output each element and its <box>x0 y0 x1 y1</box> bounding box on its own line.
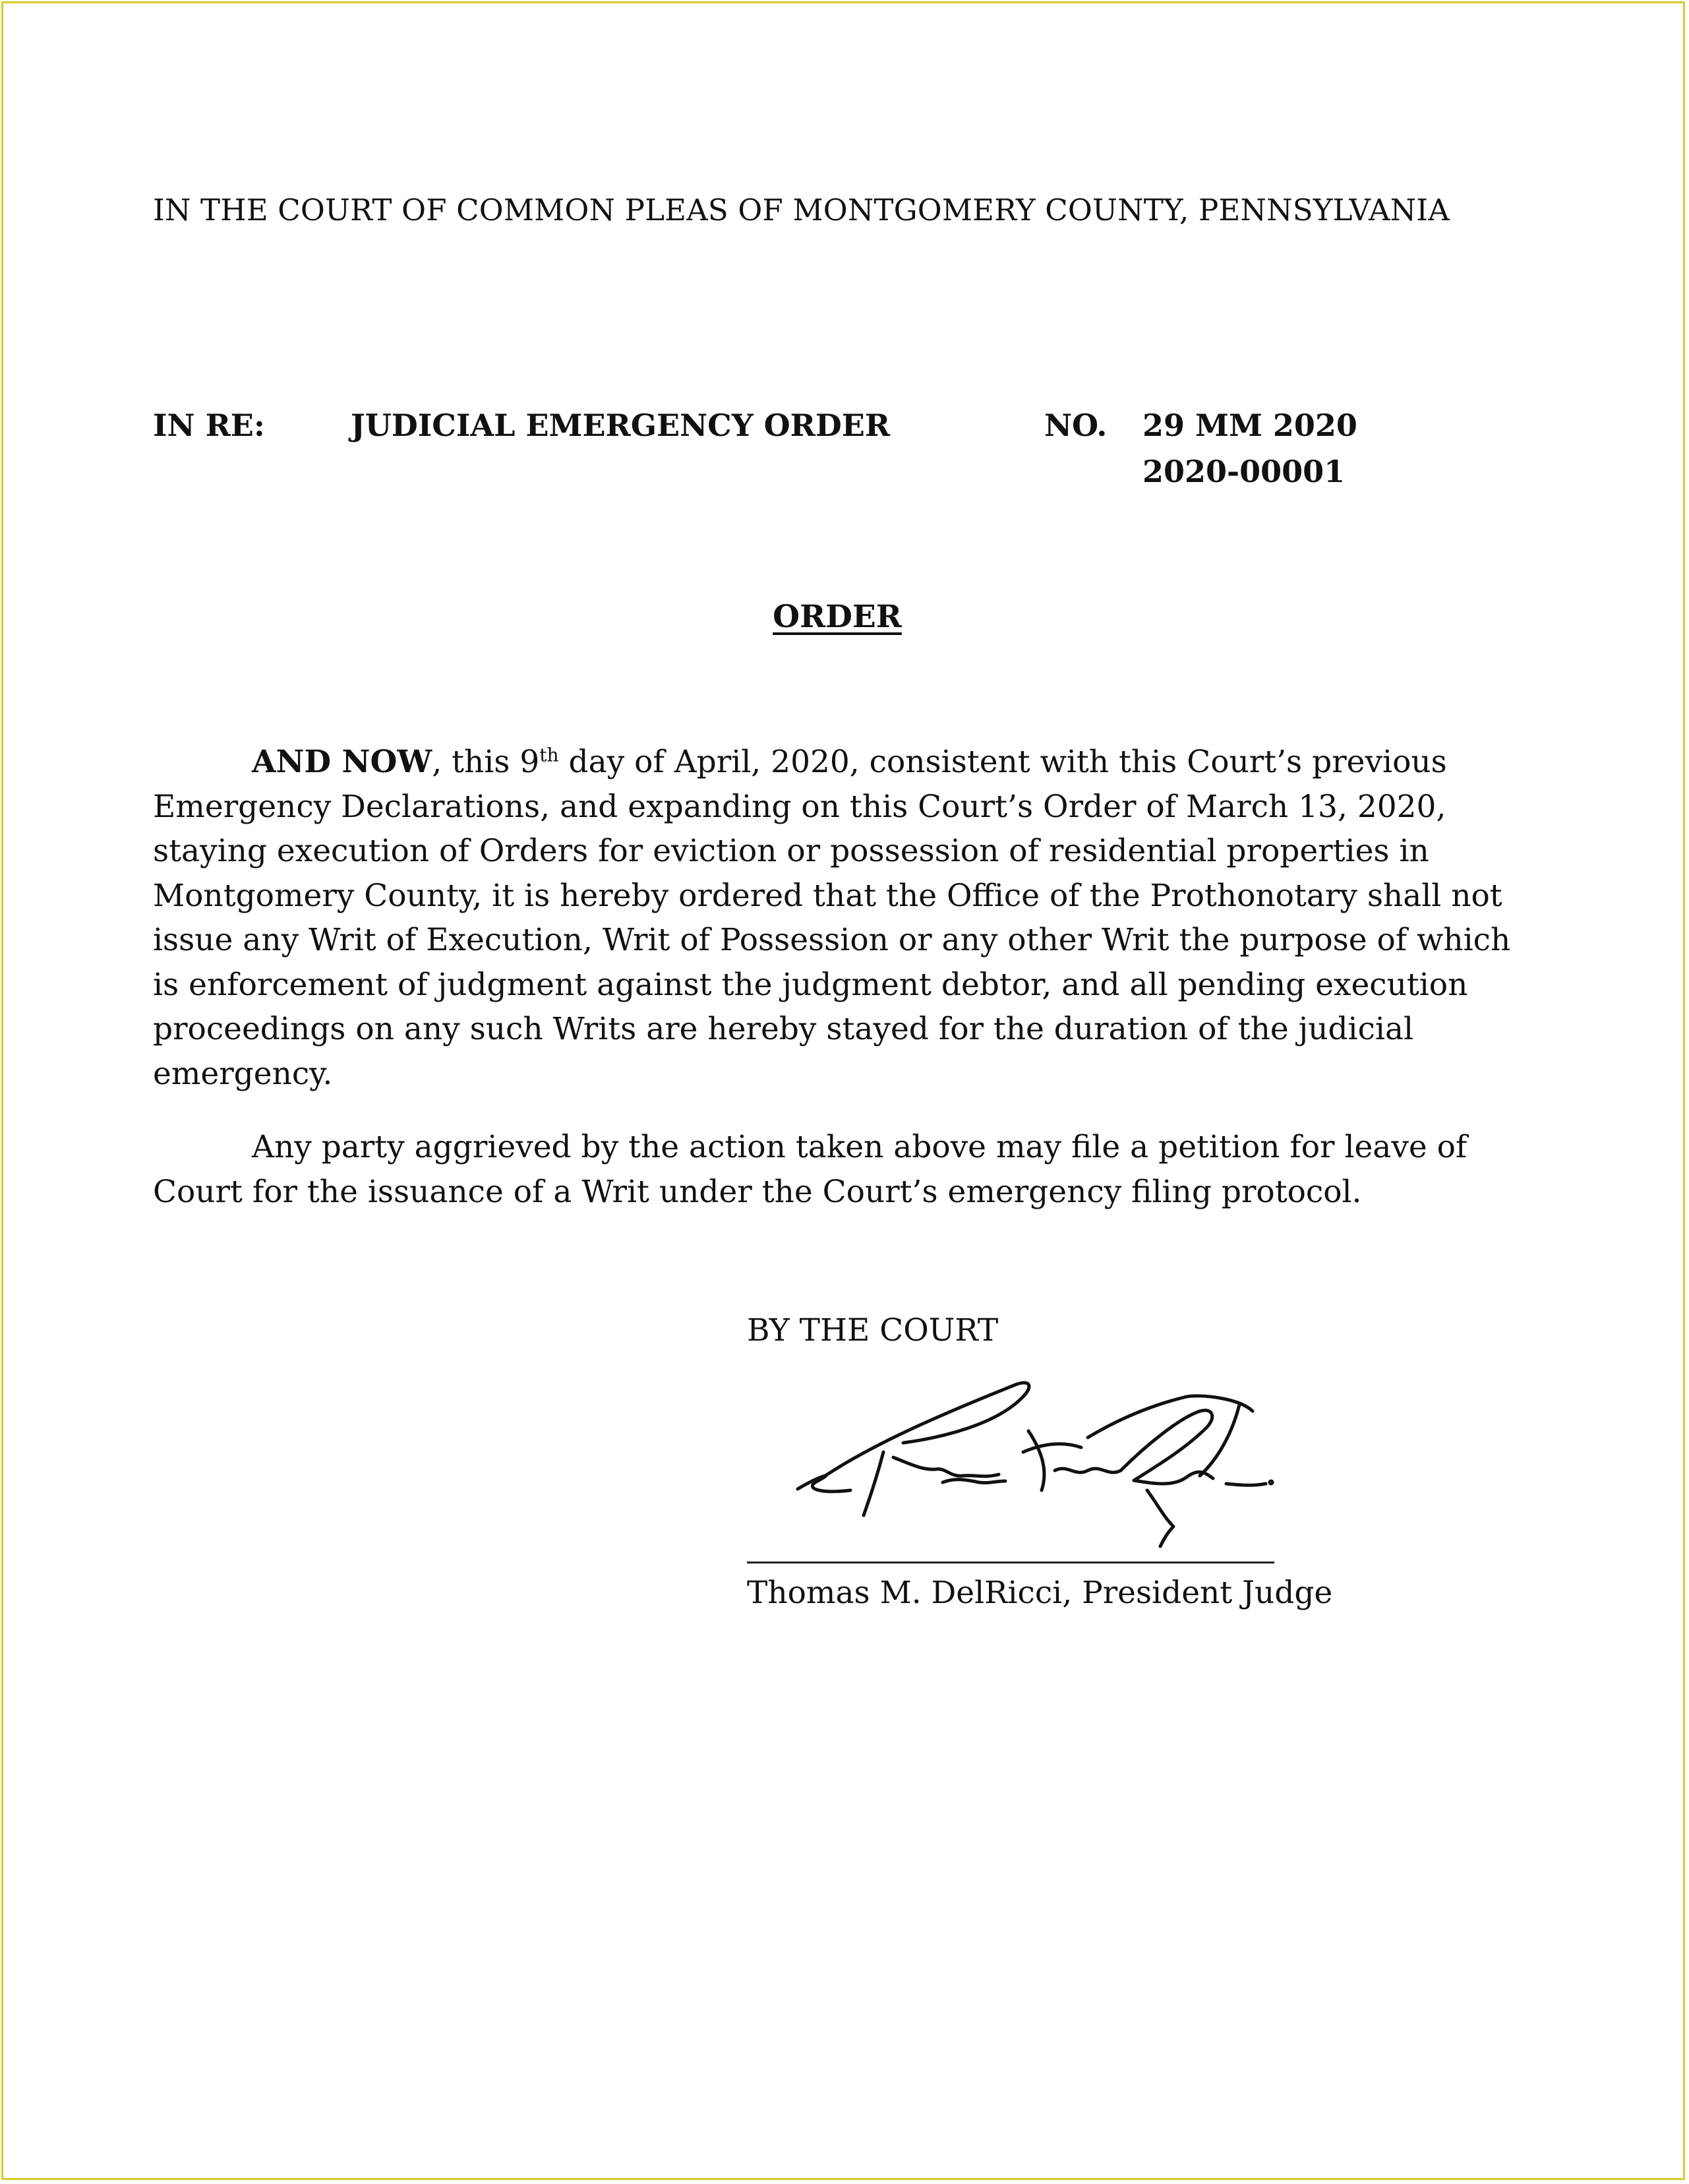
signature-line <box>747 1562 1274 1563</box>
paragraph-1-body: day of April, 2020, consistent with this Court’s previous Emergency Declarations, and expanding on this Court’s Order of March 13, 2020, staying execution of Orders for eviction or possession of residential properties in Montgomery County, it is hereby ordered that the Office of the Prothonotary shall not issue any Writ of Execution, Writ of Possession or any other Writ the purpose of which is enforcement of judgment against the judgment debtor, and all pending execution proceedings on any such Writs are hereby stayed for the duration of the judicial emergency. <box>153 744 1511 1092</box>
date-text: , this 9 <box>432 744 540 780</box>
and-now-lead: AND NOW <box>252 744 432 780</box>
order-heading: ORDER <box>773 599 902 635</box>
paragraph-2-body: Any party aggrieved by the action taken above may file a petition for leave of Court for the issuance of a Writ under the Court’s emergency filing protocol. <box>153 1129 1467 1210</box>
number-label: NO. <box>1044 408 1108 443</box>
ordinal-suffix: th <box>539 744 559 766</box>
order-paragraph-1 <box>153 740 1518 1096</box>
docket-number-primary: 29 MM 2020 <box>1142 408 1357 443</box>
by-the-court-label: BY THE COURT <box>747 1312 999 1349</box>
matter-title: JUDICIAL EMERGENCY ORDER <box>351 408 891 443</box>
in-re-label: IN RE: <box>153 408 265 443</box>
signer-name: Thomas M. DelRicci, President Judge <box>747 1575 1333 1611</box>
handwritten-signature <box>778 1365 1305 1556</box>
court-heading: IN THE COURT OF COMMON PLEAS OF MONTGOMERY COUNTY, PENNSYLVANIA <box>153 193 1450 228</box>
order-paragraph-2 <box>153 1125 1518 1214</box>
docket-number-secondary: 2020-00001 <box>1142 454 1346 489</box>
